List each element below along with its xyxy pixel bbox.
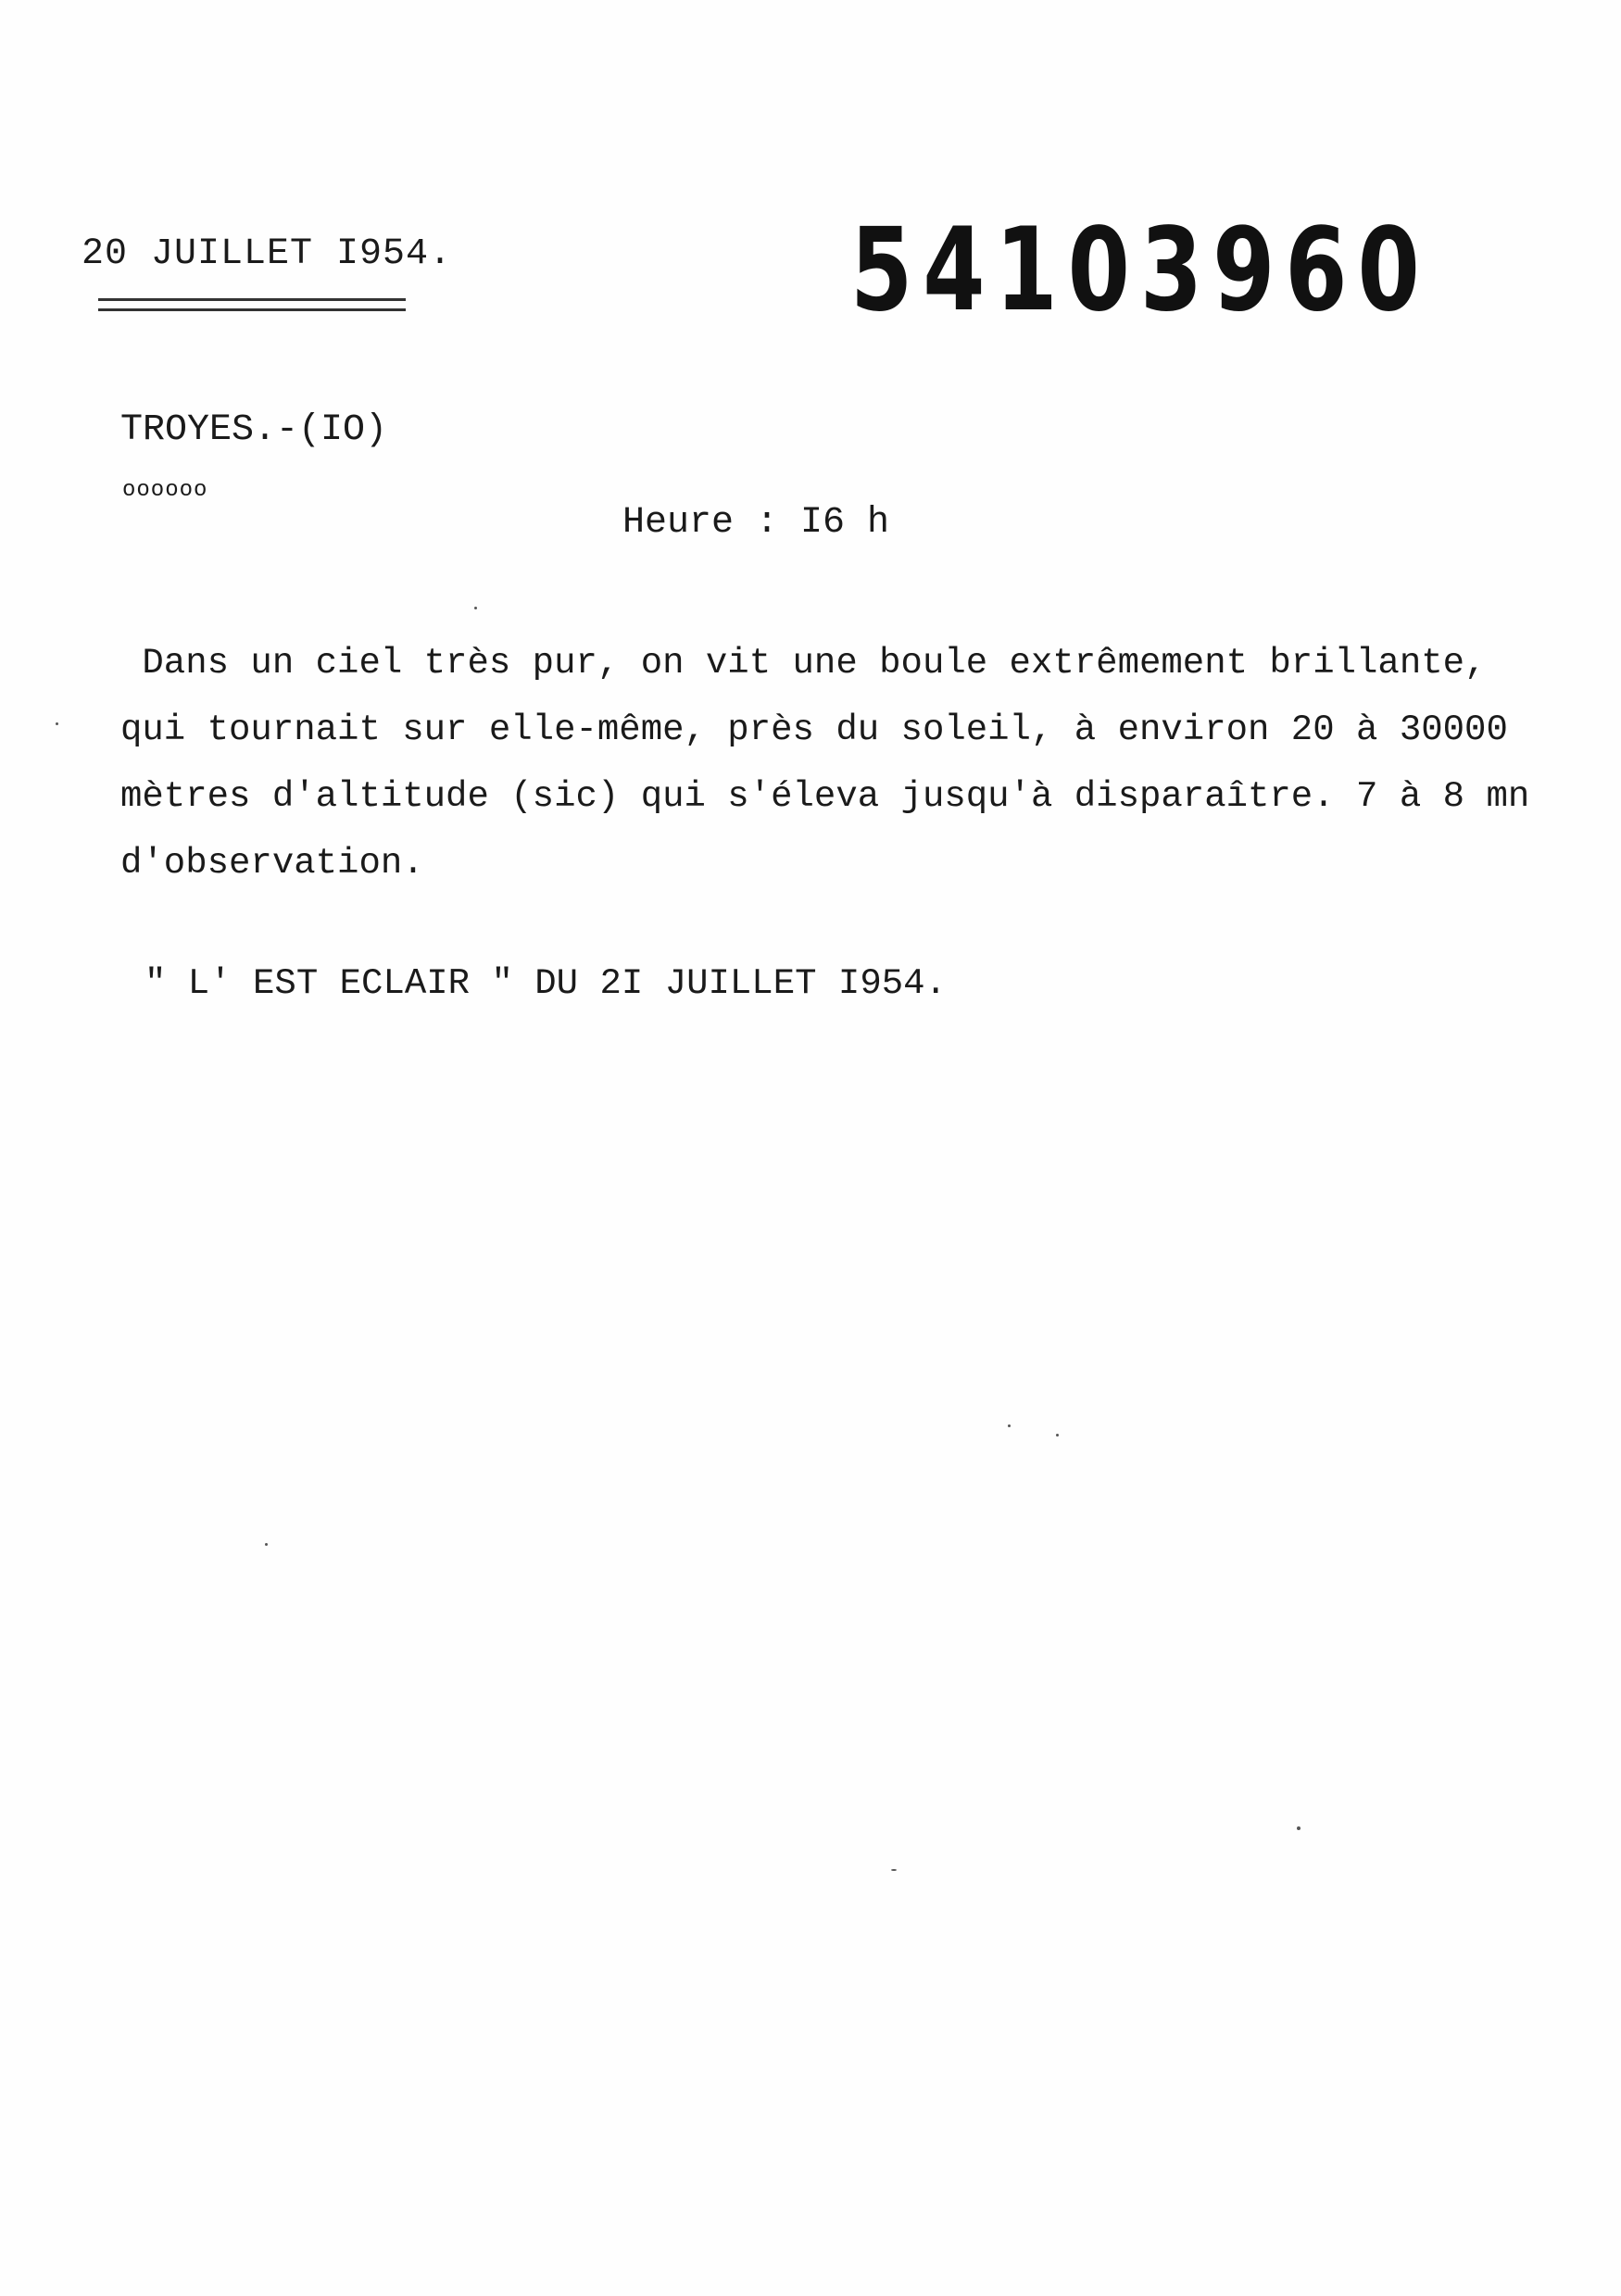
scan-speck bbox=[265, 1543, 268, 1546]
file-number: 54103960 bbox=[850, 204, 1430, 337]
scan-speck bbox=[1056, 1434, 1059, 1437]
scan-speck bbox=[56, 722, 58, 725]
source-citation: " L' EST ECLAIR " DU 2I JUILLET I954. bbox=[145, 963, 947, 1004]
date-double-underline bbox=[98, 298, 406, 311]
ornament-circles: oooooo bbox=[122, 478, 208, 503]
scan-speck bbox=[474, 607, 477, 609]
location-heading: TROYES.-(IO) bbox=[120, 409, 388, 451]
scan-speck bbox=[1008, 1424, 1011, 1427]
scan-speck bbox=[891, 1869, 897, 1871]
report-body: Dans un ciel très pur, on vit une boule extrêmement brillante, qui tournait sur elle-même, près du soleil, à environ 20 à 30000 mètres d'altitude (sic) qui s'éleva jusqu'à disparaître. 7 à 8 mn d'observation. bbox=[120, 643, 1530, 884]
observation-time: Heure : I6 h bbox=[622, 502, 890, 544]
scan-speck bbox=[1297, 1826, 1301, 1830]
report-date: 20 JUILLET I954. bbox=[82, 233, 453, 275]
